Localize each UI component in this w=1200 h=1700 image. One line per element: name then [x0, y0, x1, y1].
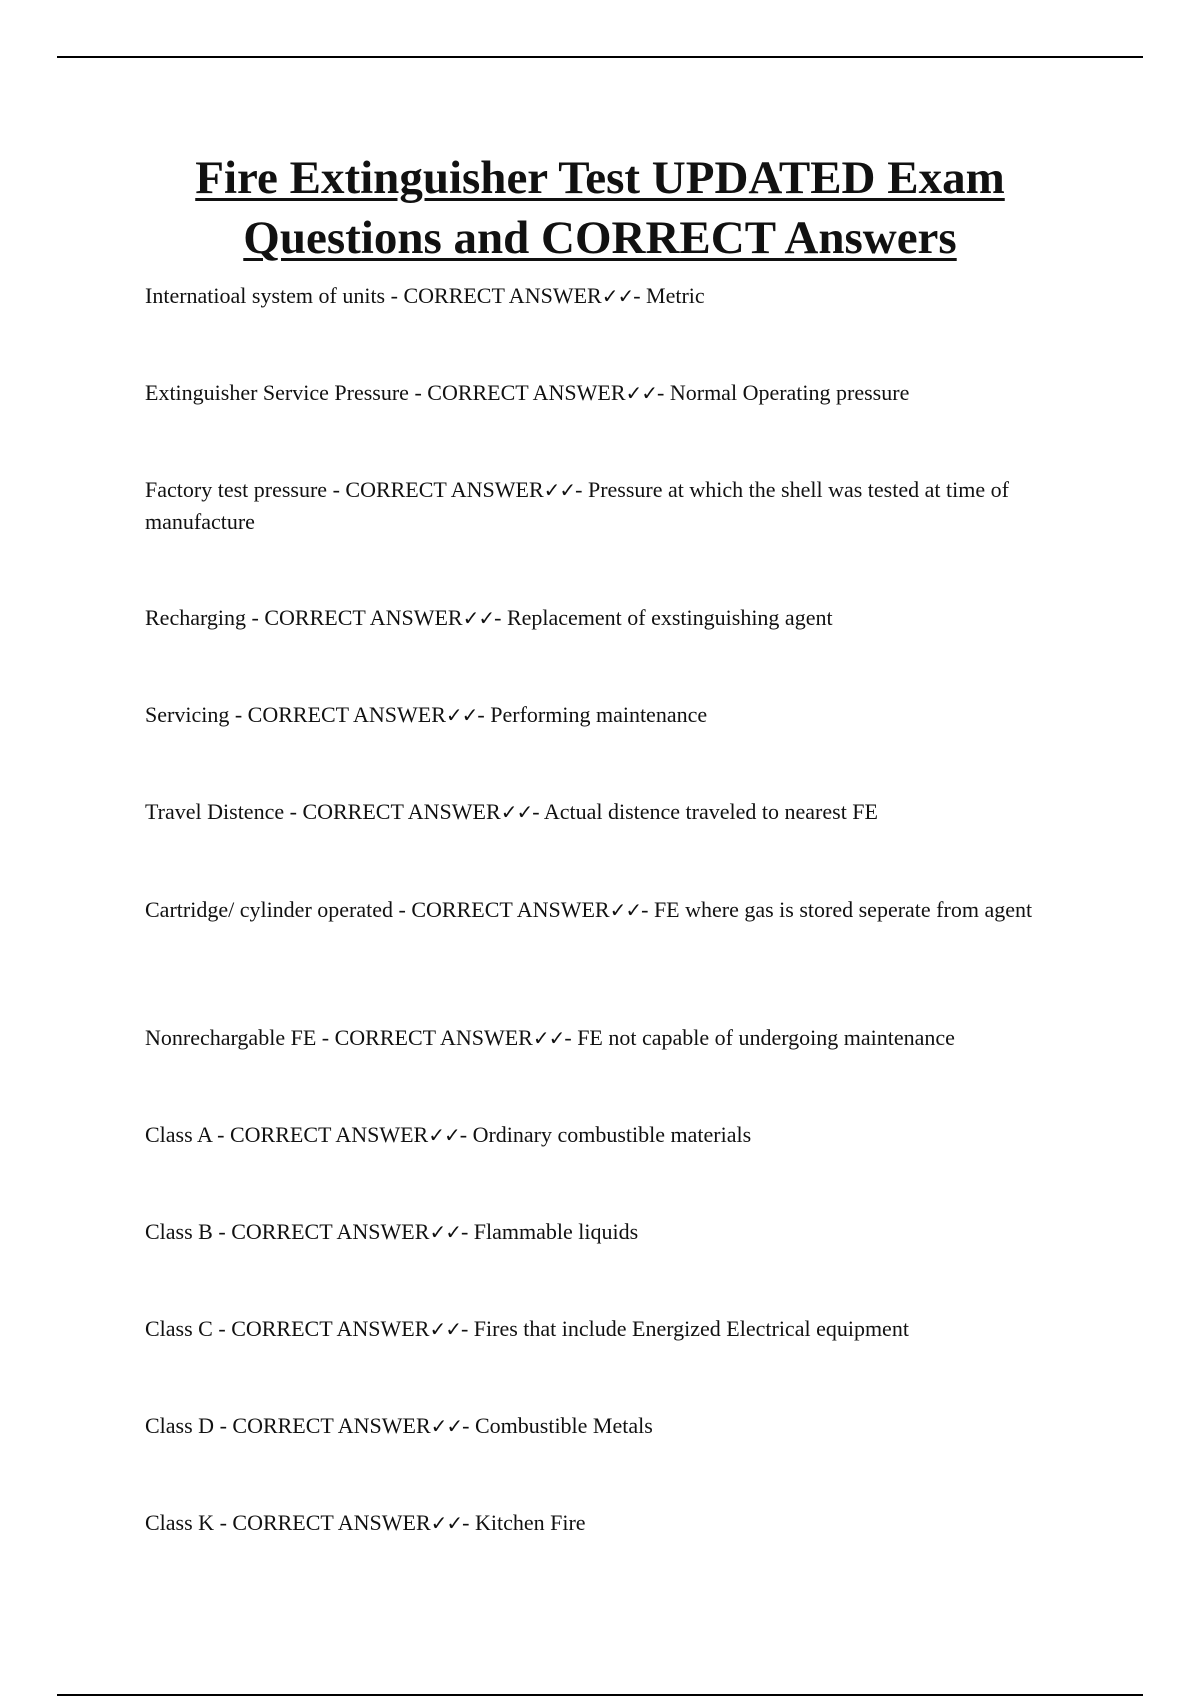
- question: Factory test pressure: [145, 477, 328, 502]
- top-rule: [57, 56, 1143, 58]
- question: Internatioal system of units: [145, 283, 386, 308]
- title-line-2: Questions and CORRECT Answers: [243, 212, 957, 264]
- answer: FE where gas is stored seperate from agent: [653, 897, 1033, 922]
- bottom-rule: [57, 1694, 1143, 1696]
- check-icon: ✓✓: [625, 381, 658, 405]
- answer-label: CORRECT ANSWER: [411, 897, 610, 922]
- answer: Performing maintenance: [490, 702, 708, 727]
- question: Extinguisher Service Pressure: [145, 380, 409, 405]
- answer-label: CORRECT ANSWER: [231, 1316, 430, 1341]
- question: Nonrechargable FE: [145, 1025, 317, 1050]
- check-icon: ✓✓: [430, 1414, 463, 1438]
- check-icon: ✓✓: [543, 478, 576, 502]
- qa-item: Servicing - CORRECT ANSWER✓✓- Performing maintenance: [145, 702, 708, 727]
- question: Servicing: [145, 702, 230, 727]
- document-title: [0, 148, 1200, 268]
- question: Cartridge/ cylinder operated: [145, 897, 394, 922]
- answer-label: CORRECT ANSWER: [231, 1219, 430, 1244]
- answer-label: CORRECT ANSWER: [427, 380, 626, 405]
- answer-label: CORRECT ANSWER: [334, 1025, 533, 1050]
- qa-item: Class C - CORRECT ANSWER✓✓- Fires that include Energized Electrical equipment: [145, 1316, 909, 1341]
- answer: Ordinary combustible materials: [472, 1122, 752, 1147]
- check-icon: ✓✓: [601, 284, 634, 308]
- answer: Kitchen Fire: [474, 1510, 586, 1535]
- answer-label: CORRECT ANSWER: [229, 1122, 429, 1147]
- answer-label: CORRECT ANSWER: [345, 477, 544, 502]
- question: Class C: [145, 1316, 213, 1341]
- question: Class B: [145, 1219, 213, 1244]
- answer: Normal Operating pressure: [669, 380, 910, 405]
- answer: Flammable liquids: [473, 1219, 639, 1244]
- question: Class D: [145, 1413, 215, 1438]
- qa-item: Travel Distence - CORRECT ANSWER✓✓- Actual distence traveled to nearest FE: [145, 799, 878, 824]
- answer: Combustible Metals: [474, 1413, 653, 1438]
- check-icon: ✓✓: [430, 1511, 463, 1535]
- answer-label: CORRECT ANSWER: [264, 605, 463, 630]
- check-icon: ✓✓: [462, 606, 495, 630]
- qa-item: Class A - CORRECT ANSWER✓✓- Ordinary combustible materials: [145, 1122, 752, 1147]
- answer-label: CORRECT ANSWER: [403, 283, 602, 308]
- check-icon: ✓✓: [445, 703, 478, 727]
- answer-label: CORRECT ANSWER: [302, 799, 501, 824]
- answer: Fires that include Energized Electrical equipment: [473, 1316, 909, 1341]
- answer: FE not capable of undergoing maintenance: [577, 1025, 955, 1050]
- check-icon: ✓✓: [500, 800, 533, 824]
- answer-label: CORRECT ANSWER: [232, 1510, 431, 1535]
- question: Travel Distence: [145, 799, 285, 824]
- check-icon: ✓✓: [428, 1123, 460, 1147]
- answer: Metric: [646, 283, 705, 308]
- title-line-1: Fire Extinguisher Test UPDATED Exam: [195, 152, 1005, 204]
- qa-item: Cartridge/ cylinder operated - CORRECT ANSWER✓✓- FE where gas is stored seperate from agent: [145, 897, 1033, 922]
- answer-label: CORRECT ANSWER: [232, 1413, 431, 1438]
- answer-label: CORRECT ANSWER: [247, 702, 446, 727]
- check-icon: ✓✓: [429, 1220, 461, 1244]
- qa-item: Factory test pressure - CORRECT ANSWER✓✓- Pressure at which the shell was tested at time of manufacture: [145, 477, 1009, 534]
- qa-item: Recharging - CORRECT ANSWER✓✓- Replacement of exstinguishing agent: [145, 605, 833, 630]
- qa-item: Class B - CORRECT ANSWER✓✓- Flammable liquids: [145, 1219, 639, 1244]
- answer: Replacement of exstinguishing agent: [506, 605, 833, 630]
- answer: Pressure at which the shell was tested at time of manufacture: [145, 477, 1009, 534]
- qa-item: Internatioal system of units - CORRECT ANSWER✓✓- Metric: [145, 283, 705, 308]
- qa-item: Class K - CORRECT ANSWER✓✓- Kitchen Fire: [145, 1510, 586, 1535]
- question: Class A: [145, 1122, 212, 1147]
- question: Recharging: [145, 605, 247, 630]
- qa-item: Nonrechargable FE - CORRECT ANSWER✓✓- FE not capable of undergoing maintenance: [145, 1025, 955, 1050]
- check-icon: ✓✓: [429, 1317, 461, 1341]
- check-icon: ✓✓: [532, 1026, 565, 1050]
- question: Class K: [145, 1510, 215, 1535]
- qa-item: Extinguisher Service Pressure - CORRECT ANSWER✓✓- Normal Operating pressure: [145, 380, 910, 405]
- answer: Actual distence traveled to nearest FE: [543, 799, 878, 824]
- check-icon: ✓✓: [609, 898, 642, 922]
- qa-item: Class D - CORRECT ANSWER✓✓- Combustible Metals: [145, 1413, 653, 1438]
